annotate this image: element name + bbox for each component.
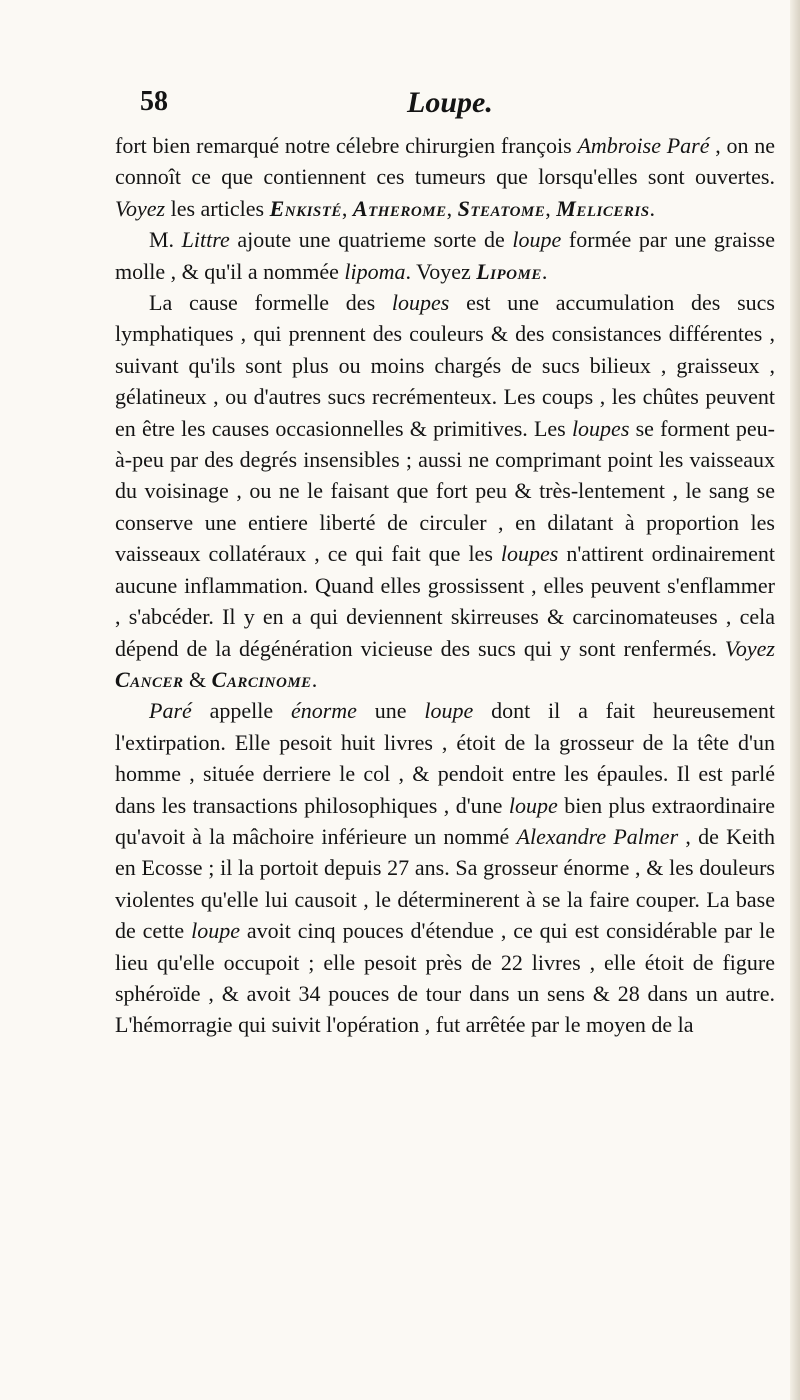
cross-reference: Cancer: [115, 666, 184, 692]
italic-term: loupe: [512, 227, 562, 253]
running-title: Loupe.: [407, 86, 493, 119]
text-run: ,: [545, 195, 557, 221]
text-run: , de Keith en Ecosse ; il la portoit depuis 27 ans. Sa grosseur énorme , & les douleurs violentes qu'elle lui causoit , le déterminerent à se la faire couper. La base de cette: [115, 823, 775, 944]
italic-term: loupes: [500, 541, 559, 567]
cross-reference: Carcinome: [211, 666, 312, 692]
text-run: les articles: [165, 195, 270, 221]
page-edge-shadow: [790, 0, 800, 1400]
cross-reference: Meliceris: [556, 195, 650, 221]
text-run: formée par une graisse molle , & qu'il a nommée: [115, 227, 775, 284]
paragraph-4: [115, 695, 775, 1040]
paragraph-2: [115, 224, 775, 287]
text-run: ajoute une quatrieme sorte de: [229, 227, 513, 253]
italic-term: loupes: [571, 415, 630, 441]
page-number: 58: [140, 86, 168, 117]
text-run: est une accumulation des sucs lymphatiques , qui prennent des couleurs & des consistances différentes , suivant qu'ils sont plus ou moins chargés de sucs bilieux , graisseux , gélatineux , ou d'autres sucs recrémenteux. Les coups , les chûtes peuvent en être les causes occasionnelles & primitives. Les: [115, 290, 775, 441]
text-run: fort bien remarqué notre célebre chirurgien françois: [115, 133, 578, 158]
text-run: La cause formelle des: [149, 290, 392, 316]
italic-term: loupes: [391, 290, 450, 316]
text-run: se forment peu-à-peu par des degrés insensibles ; aussi ne comprimant point les vaisseaux du voisinage , ou ne le faisant que fort peu & très-lentement , le sang se conserve une entiere liberté de circuler , en dilatant à proportion les vaisseaux collatéraux , ce qui fait que les: [115, 415, 775, 567]
text-run: , on ne connoît ce que contiennent ces tumeurs que lorsqu'elles sont ouvertes.: [115, 133, 776, 190]
paragraph-1: [115, 130, 775, 224]
cross-reference: Enkisté: [269, 195, 342, 221]
text-run: &: [183, 666, 212, 692]
text-run: avoit cinq pouces d'étendue , ce qui est considérable par le lieu qu'elle occupoit ; elle pesoit près de 22 livres , elle étoit de figure sphéroïde , & avoit 34 pouces de tour dans un sens & 28 dans un autre. L'hémorragie qui suivit l'opération , fut arrêtée par le moyen de la: [115, 918, 775, 1038]
text-run: .: [311, 666, 318, 692]
text-run: ,: [341, 195, 353, 221]
italic-voyez: Voyez: [115, 195, 166, 221]
italic-term: loupe: [424, 698, 474, 724]
text-run: une: [356, 698, 425, 724]
text-run: .: [541, 258, 548, 284]
cross-reference: Atherome: [352, 195, 447, 221]
text-run: M.: [149, 227, 182, 253]
cross-reference: Lipome: [476, 258, 542, 284]
italic-term: loupe: [508, 792, 558, 818]
text-run: n'attirent ordinairement aucune inflammation. Quand elles grossissent , elles peuvent s'enflammer , s'abcéder. Il y en a qui deviennent skirreuses & carcinomateuses , cela dépend de la dégénération vicieuse des sucs qui y sont renfermés.: [115, 541, 775, 661]
body-text: [115, 130, 775, 1041]
text-run: dont il a fait heureusement l'extirpation. Elle pesoit huit livres , étoit de la grosseur de la tête d'un homme , située derriere le col , & pendoit entre les épaules. Il est parlé dans les transactions philosophiques , d'une: [115, 698, 776, 818]
text-run: . Voyez: [405, 258, 477, 284]
italic-name: Alexandre Palmer: [516, 823, 679, 849]
paragraph-3: [115, 287, 775, 695]
italic-term: énorme: [290, 698, 357, 724]
text-run: .: [649, 195, 656, 221]
italic-voyez: Voyez: [724, 635, 775, 661]
text-run: bien plus extraordinaire qu'avoit à la mâchoire inférieure un nommé: [115, 792, 775, 849]
page-header: [115, 88, 785, 130]
italic-term: lipoma: [344, 258, 406, 284]
text-run: ,: [446, 195, 458, 221]
cross-reference: Steatome: [457, 195, 546, 221]
italic-name: Littre: [181, 227, 230, 253]
italic-term: loupe: [191, 918, 240, 944]
italic-name: Paré: [149, 698, 192, 724]
italic-name: Ambroise Paré: [577, 133, 710, 158]
text-run: appelle: [191, 698, 291, 724]
